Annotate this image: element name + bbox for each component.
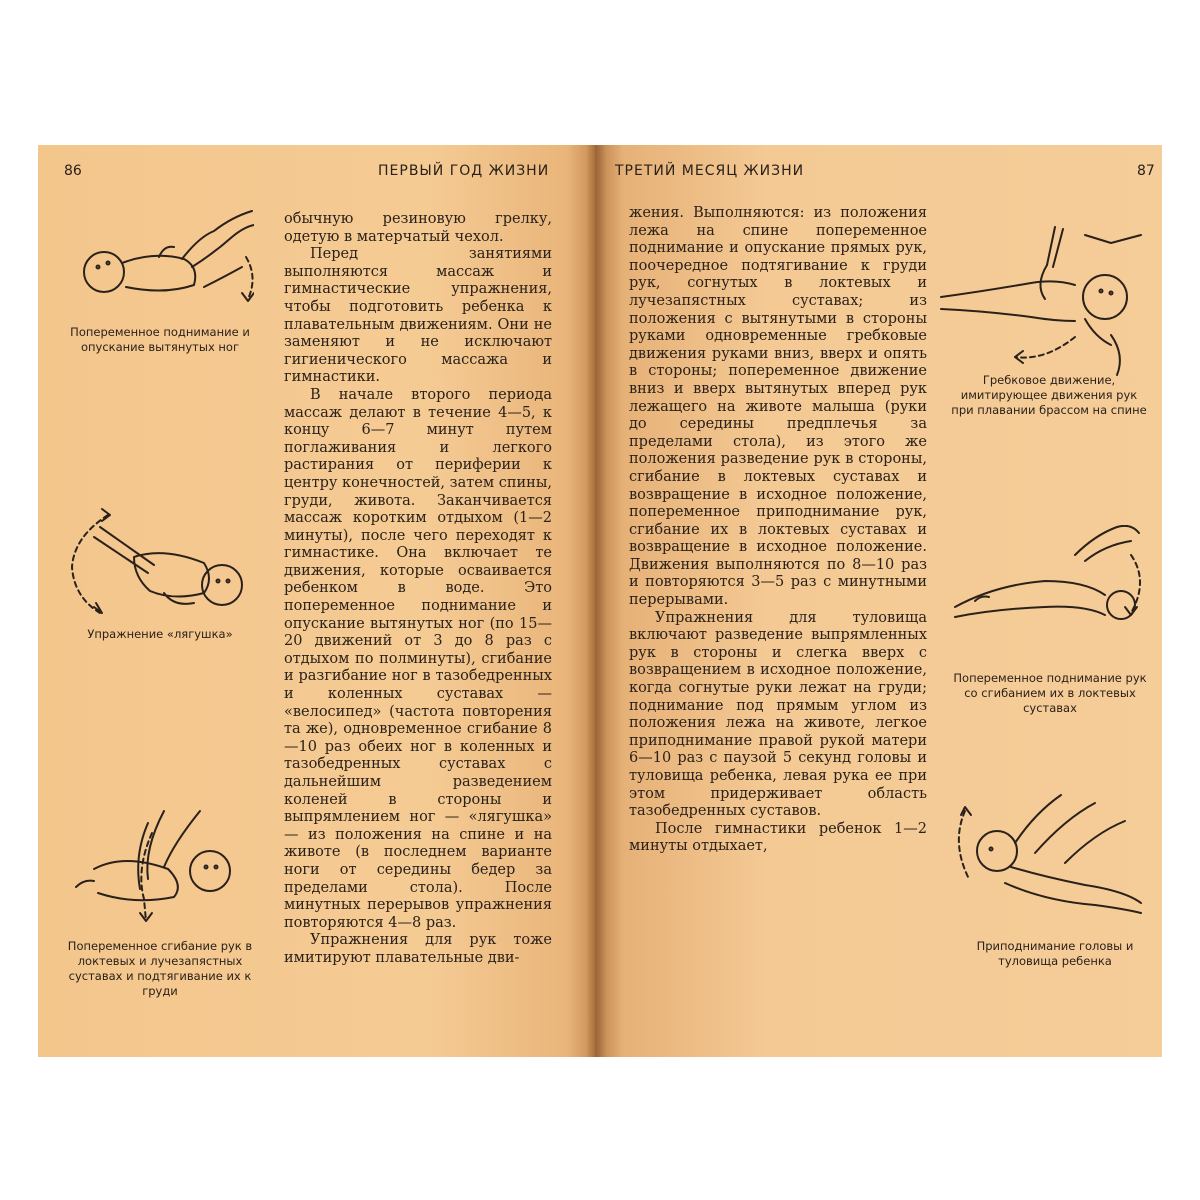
baby-arm-bend-illustration — [64, 809, 254, 925]
figure-caption: Гребковое движение, имитирующее движения рук при плавании брассом на спине — [951, 373, 1147, 417]
baby-frog-exercise-illustration — [64, 507, 254, 617]
running-head: ПЕРВЫЙ ГОД ЖИЗНИ — [378, 163, 550, 179]
baby-leg-raise-illustration — [64, 207, 254, 307]
paragraph: Перед занятиями выполняются массаж и гимнастические упражнения, чтобы подготовить ребенка к плавательным движениям. Они не заменяют и не исключают гигиенического массажа и гимнастики. — [284, 246, 552, 386]
figure-caption: Попеременное поднимание и опускание вытянутых ног — [70, 325, 250, 354]
paragraph: После гимнастики ребенок 1—2 минуты отдыхает, — [629, 820, 927, 855]
book-spread — [38, 145, 1162, 1057]
baby-prone-arm-raise-illustration — [935, 525, 1145, 625]
paragraph: жения. Выполняются: из положения лежа на спине попеременное поднимание и опускание прямых рук, поочередное подтягивание к груди рук, согнутых в локтевых и лучезапястных суставах; из положения с вытянутыми в стороны руками одновременные гребковые движения руками вниз, вверх и опять в стороны; попеременное движение вниз и вверх вытянутых вперед рук лежащего на животе малыша (руки до середины предплечья за пределами стола), из этого же положения разведение рук в стороны, сгибание в локтевых суставах и возвращение в исходное положение, попеременное приподнимание рук, сгибание их в локтевых суставах и возвращение в исходное положение. Движения выполняются по 8—10 раз и повторяются 3—5 раз с минутными перерывами. — [629, 205, 927, 609]
baby-head-lift-illustration — [945, 793, 1145, 923]
figure-caption: Попеременное сгибание рук в локтевых и лучезапястных суставах и подтягивание их к груди — [67, 939, 253, 998]
figure-caption: Приподнимание головы и туловища ребенка — [976, 939, 1134, 968]
paragraph: Упражнения для туловища включают разведение выпрямленных рук в стороны и слегка вверх с возвращением в исходное положение, когда согнутые руки лежат на груди; поднимание под прямым углом из положения лежа на животе, легкое приподнимание правой рукой матери 6—10 раз с паузой 5 секунд головы и туловища ребенка, левая рука ее при этом придерживает область тазобедренных суставов. — [629, 609, 927, 820]
paragraph: Упражнения для рук тоже имитируют плавательные дви- — [284, 932, 552, 966]
page-number: 86 — [64, 163, 82, 179]
body-text-column — [629, 205, 927, 856]
baby-breaststroke-arms-illustration — [935, 225, 1145, 385]
paragraph: обычную резиновую грелку, одетую в матерчатый чехол. — [284, 211, 552, 245]
body-text-column — [284, 211, 552, 968]
running-head: ТРЕТИЙ МЕСЯЦ ЖИЗНИ — [615, 163, 805, 179]
left-page — [38, 145, 595, 1057]
figure-caption: Попеременное поднимание рук со сгибанием их в локтевых суставах — [953, 671, 1147, 715]
page-number: 87 — [1137, 163, 1155, 179]
gutter-shadow — [586, 145, 606, 1057]
paragraph: В начале второго периода массаж делают в течение 4—5, к концу 6—7 минут путем поглаживания и легкого растирания от периферии к центру конечностей, затем спины, груди, живота. Заканчивается массаж коротким отдыхом (1—2 минуты), после чего переходят к гимнастике. Она включает те движения, которые осваивается ребенком в воде. Это попеременное поднимание и опускание вытянутых ног (по 15—20 движений от 3 до 8 раз с отдыхом по полминуты), сгибание и разгибание ног в тазобедренных и коленных суставах — «велосипед» (частота повторения та же), одновременное сгибание 8—10 раз обеих ног в коленных и тазобедренных суставах с дальнейшим разведением коленей в стороны и выпрямлением ног — «лягушка» — из положения на спине и на животе (в последнем варианте ноги от середины бедер за пределами стола). После минутных перерывов упражнения повторяются 4—8 раз. — [284, 386, 552, 931]
figure-caption: Упражнение «лягушка» — [87, 627, 233, 641]
right-page — [595, 145, 1162, 1057]
